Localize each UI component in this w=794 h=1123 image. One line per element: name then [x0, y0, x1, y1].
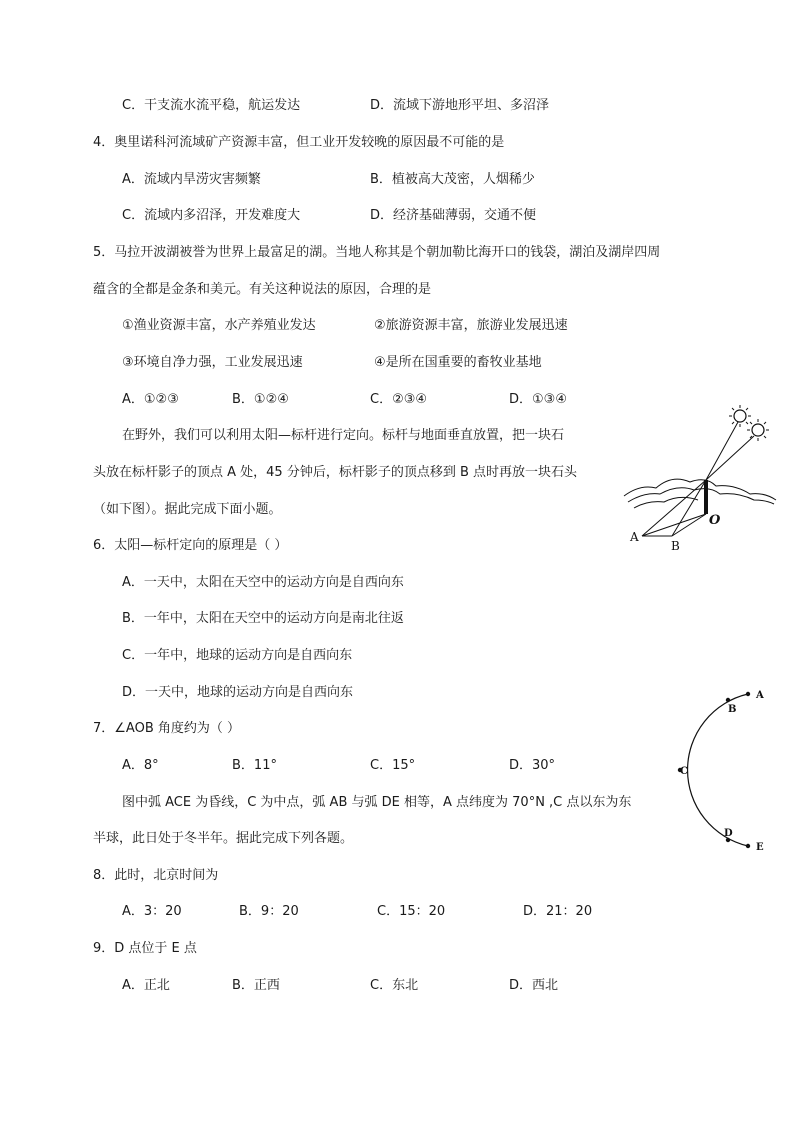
q7-option-d: D．30° [509, 758, 556, 773]
q4-option-b: B．植被高大茂密，人烟稀少 [370, 172, 535, 187]
label-point-a: A [756, 690, 764, 701]
q7-option-a: A．8° [122, 758, 159, 773]
q6-option-c: C．一年中，地球的运动方向是自西向东 [122, 648, 353, 663]
q3-option-c: C．干支流水流平稳，航运发达 [122, 98, 301, 113]
sun-icon [729, 405, 751, 427]
q5-option-c: C．②③④ [370, 392, 428, 407]
q3-option-d: D．流域下游地形平坦、多沼泽 [370, 98, 550, 113]
q5-item-2: ②旅游资源丰富，旅游业发展迅速 [374, 318, 568, 333]
q5-option-a: A．①②③ [122, 392, 179, 407]
q8-option-d: D．21：20 [523, 904, 593, 919]
q9-option-d: D．西北 [509, 978, 559, 993]
q8-option-c: C．15：20 [377, 904, 446, 919]
point-b [726, 698, 730, 702]
q7-option-c: C．15° [370, 758, 416, 773]
label-o: O [709, 513, 721, 528]
q9-option-a: A．正北 [122, 978, 170, 993]
passage-sun-line3: （如下图）。据此完成下面小题。 [93, 502, 282, 517]
q8-option-b: B．9：20 [239, 904, 299, 919]
passage-arc-line1: 图中弧 ACE 为昏线，C 为中点，弧 AB 与弧 DE 相等，A 点纬度为 70°N ,C 点以东为东 [122, 795, 632, 810]
passage-sun-line2: 头放在标杆影子的顶点 A 处，45 分钟后，标杆影子的顶点移到 B 点时再放一块石头 [93, 465, 578, 480]
point-a [746, 692, 750, 696]
label-b: B [671, 539, 680, 553]
label-point-d: D [724, 828, 733, 839]
passage-arc-line2: 半球，此日处于冬半年。据此完成下列各题。 [93, 831, 354, 846]
sun-rays [706, 422, 754, 480]
arc-points [678, 692, 750, 848]
q5-option-d: D．①③④ [509, 392, 567, 407]
q9-option-b: B．正西 [232, 978, 280, 993]
q4-option-a: A．流域内旱涝灾害频繁 [122, 172, 261, 187]
point-e [746, 844, 750, 848]
pole [704, 480, 708, 514]
q6-option-a: A．一天中，太阳在天空中的运动方向是自西向东 [122, 575, 404, 590]
sun-icon-2 [747, 419, 769, 441]
q4-option-d: D．经济基础薄弱，交通不便 [370, 208, 537, 223]
q8-option-a: A．3：20 [122, 904, 182, 919]
q5-option-b: B．①②④ [232, 392, 289, 407]
q9-option-c: C．东北 [370, 978, 419, 993]
label-point-c: C [680, 766, 688, 777]
q6-stem: 6．太阳—标杆定向的原理是（ ） [93, 538, 288, 553]
q8-stem: 8．此时，北京时间为 [93, 868, 219, 883]
q5-stem-line1: 5．马拉开波湖被誉为世界上最富足的湖。当地人称其是个朝加勒比海开口的钱袋，湖泊及湖岸四周 [93, 245, 661, 260]
arc-ace [688, 694, 748, 846]
q6-option-d: D．一天中，地球的运动方向是自西向东 [122, 685, 354, 700]
q7-option-b: B．11° [232, 758, 277, 773]
q5-item-1: ①渔业资源丰富，水产养殖业发达 [122, 318, 316, 333]
q5-stem-line2: 蕴含的全都是金条和美元。有关这种说法的原因，合理的是 [93, 282, 432, 297]
hills [624, 479, 776, 508]
q6-option-b: B．一年中，太阳在天空中的运动方向是南北往返 [122, 611, 404, 626]
label-point-e: E [756, 842, 764, 853]
q9-stem: 9．D 点位于 E 点 [93, 941, 197, 956]
label-a: A [630, 530, 639, 544]
dusk-line-arc-figure [666, 684, 776, 854]
q7-stem: 7．∠AOB 角度约为（ ） [93, 721, 241, 736]
sun-pole-figure [620, 404, 780, 554]
passage-sun-line1: 在野外，我们可以利用太阳—标杆进行定向。标杆与地面垂直放置，把一块石 [122, 428, 565, 443]
q5-item-3: ③环境自净力强，工业发展迅速 [122, 355, 303, 370]
q4-option-c: C．流域内多沼泽，开发难度大 [122, 208, 301, 223]
q4-stem: 4．奥里诺科河流域矿产资源丰富，但工业开发较晚的原因最不可能的是 [93, 135, 505, 150]
label-point-b: B [728, 704, 737, 715]
q5-item-4: ④是所在国重要的畜牧业基地 [374, 355, 542, 370]
